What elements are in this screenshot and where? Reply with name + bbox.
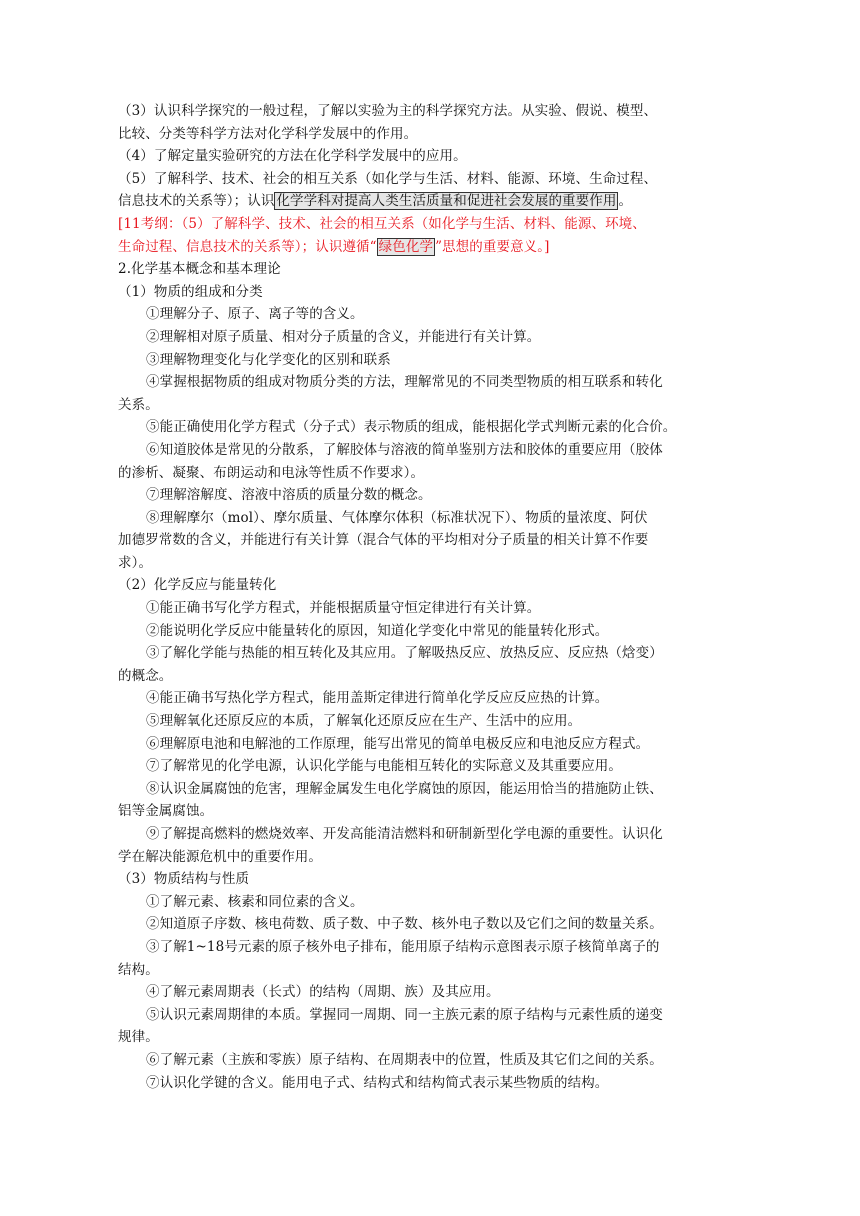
subsection-heading: （3）物质结构与性质 — [118, 871, 250, 888]
line-text: 。 — [618, 193, 633, 210]
line-text: ”思想的重要意义。] — [435, 238, 550, 255]
list-item: ④掌握根据物质的组成对物质分类的方法，理解常见的不同类型物质的相互联系和转化 — [146, 374, 663, 391]
list-item-continuation: 学在解决能源危机中的重要作用。 — [118, 848, 322, 865]
list-item-continuation: 加德罗常数的含义，并能进行有关计算（混合气体的平均相对分子质量的相关计算不作要 — [118, 532, 649, 549]
highlighted-text: 绿色化学 — [378, 238, 434, 255]
paragraph-line: 比较、分类等科学方法对化学科学发展中的作用。 — [118, 125, 418, 142]
list-item: ⑥理解原电池和电解池的工作原理，能写出常见的简单电极反应和电池反应方程式。 — [146, 735, 650, 752]
list-item: ④了解元素周期表（长式）的结构（周期、族）及其应用。 — [146, 984, 500, 1001]
list-item: ⑥了解元素（主族和零族）原子结构、在周期表中的位置，性质及其它们之间的关系。 — [146, 1051, 663, 1068]
exam-note-line — [118, 236, 743, 259]
list-item-continuation: 关系。 — [118, 396, 159, 413]
list-item: ①了解元素、核素和同位素的含义。 — [146, 893, 364, 910]
list-item: ⑦认识化学键的含义。能用电子式、结构式和结构简式表示某些物质的结构。 — [146, 1074, 609, 1091]
list-item: ⑨了解提高燃料的燃烧效率、开发高能清洁燃料和研制新型化学电源的重要性。认识化 — [146, 826, 663, 842]
list-item: ⑤能正确使用化学方程式（分子式）表示物质的组成，能根据化学式判断元素的化合价。 — [146, 419, 677, 436]
list-item: ⑥知道胶体是常见的分散系，了解胶体与溶液的简单鉴别方法和胶体的重要应用（胶体 — [146, 441, 663, 458]
list-item: ③了解1~18号元素的原子核外电子排布，能用原子结构示意图表示原子核简单离子的 — [146, 938, 660, 955]
list-item: ⑧理解摩尔（mol）、摩尔质量、气体摩尔体积（标准状况下）、物质的量浓度、阿伏 — [146, 509, 648, 526]
list-item: ①能正确书写化学方程式，并能根据质量守恒定律进行有关计算。 — [146, 600, 541, 617]
list-item: ⑦了解常见的化学电源，认识化学能与电能相互转化的实际意义及其重要应用。 — [146, 758, 622, 775]
subsection-heading: （2）化学反应与能量转化 — [118, 577, 277, 594]
list-item: ③了解化学能与热能的相互转化及其应用。了解吸热反应、放热反应、反应热（焓变） — [146, 645, 663, 662]
list-item: ②能说明化学反应中能量转化的原因，知道化学变化中常见的能量转化形式。 — [146, 622, 609, 639]
paragraph-line: （3）认识科学探究的一般过程，了解以实验为主的科学探究方法。从实验、假说、模型、 — [118, 103, 658, 119]
list-item-continuation: 的概念。 — [118, 667, 173, 684]
list-item-continuation: 结构。 — [118, 961, 159, 978]
list-item-continuation: 求）。 — [118, 554, 153, 571]
line-text: 生命过程、信息技术的关系等）；认识遵循“ — [118, 238, 377, 255]
highlighted-text: 化学学科对提高人类生活质量和促进社会发展的重要作用 — [276, 193, 617, 210]
document-page — [118, 100, 743, 1094]
list-item-continuation: 规律。 — [118, 1029, 159, 1046]
list-item: ⑦理解溶解度、溶液中溶质的质量分数的概念。 — [146, 487, 432, 504]
list-item: ②知道原子序数、核电荷数、质子数、中子数、核外电子数以及它们之间的数量关系。 — [146, 916, 663, 933]
paragraph-line: （5）了解科学、技术、社会的相互关系（如化学与生活、材料、能源、环境、生命过程、 — [118, 170, 658, 187]
exam-note-line: [11考纲：（5）了解科学、技术、社会的相互关系（如化学与生活、材料、能源、环境、 — [118, 215, 646, 232]
paragraph-line — [118, 190, 743, 213]
paragraph-line: （4）了解定量实验研究的方法在化学科学发展中的应用。 — [118, 148, 467, 165]
list-item: ④能正确书写热化学方程式，能用盖斯定律进行简单化学反应反应热的计算。 — [146, 690, 609, 707]
section-heading: 2.化学基本概念和基本理论 — [118, 261, 281, 278]
list-item: ⑤理解氧化还原反应的本质，了解氧化还原反应在生产、生活中的应用。 — [146, 713, 582, 730]
list-item-continuation: 的渗析、凝聚、布朗运动和电泳等性质不作要求）。 — [118, 464, 425, 481]
list-item: ③理解物理变化与化学变化的区别和联系 — [146, 351, 391, 368]
list-item-continuation: 铝等金属腐蚀。 — [118, 803, 214, 820]
list-item: ⑤认识元素周期律的本质。掌握同一周期、同一主族元素的原子结构与元素性质的递变 — [146, 1006, 663, 1023]
subsection-heading: （1）物质的组成和分类 — [118, 283, 263, 300]
line-text: 信息技术的关系等）；认识 — [118, 193, 275, 210]
list-item: ①理解分子、原子、离子等的含义。 — [146, 306, 364, 323]
list-item: ⑧认识金属腐蚀的危害，理解金属发生电化学腐蚀的原因，能运用恰当的措施防止铁、 — [146, 780, 663, 797]
list-item: ②理解相对原子质量、相对分子质量的含义，并能进行有关计算。 — [146, 328, 541, 345]
